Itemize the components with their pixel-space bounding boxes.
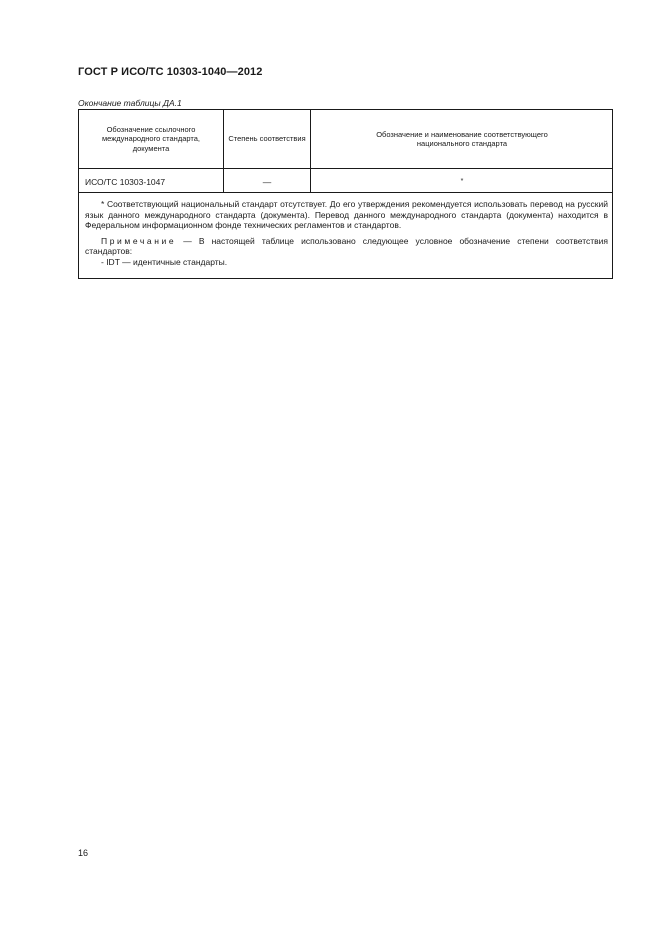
note-item: - IDT — идентичные стандарты.: [101, 256, 228, 267]
table-cell-national: *: [460, 178, 464, 185]
column-header-reference: Обозначение ссылочного международного стандарта, документа: [102, 124, 200, 153]
page-number: 16: [78, 848, 89, 858]
note-separator: —: [176, 235, 199, 246]
note-label: Примечание: [101, 235, 177, 246]
row-divider: [79, 192, 612, 193]
header-divider: [79, 168, 612, 169]
document-title: ГОСТ Р ИСО/ТС 10303-1040—2012: [78, 66, 263, 78]
table-cell-degree: —: [262, 177, 272, 187]
reference-table: [78, 109, 613, 279]
footnote: * Соответствующий национальный стандарт отсутствует. До его утверждения рекомендуется использовать перевод на русский язык данного международного стандарта (документа). Перевод данного международного стандарта (документа) находится в Федеральном информационном фонде технических регламентов и стандартов.: [85, 199, 608, 231]
column-header-degree: Степень соответствия: [228, 134, 306, 144]
table-notes: [85, 199, 608, 268]
table-caption: Окончание таблицы ДА.1: [78, 98, 182, 108]
note-text: В настоящей таблице использовано следующее условное обозначение степени соответствия стандартов:: [85, 235, 608, 257]
note-paragraph: [85, 236, 608, 268]
column-header-national: Обозначение и наименование соответствующего национального стандарта: [376, 129, 548, 148]
table-cell-reference: ИСО/ТС 10303-1047: [85, 177, 166, 187]
